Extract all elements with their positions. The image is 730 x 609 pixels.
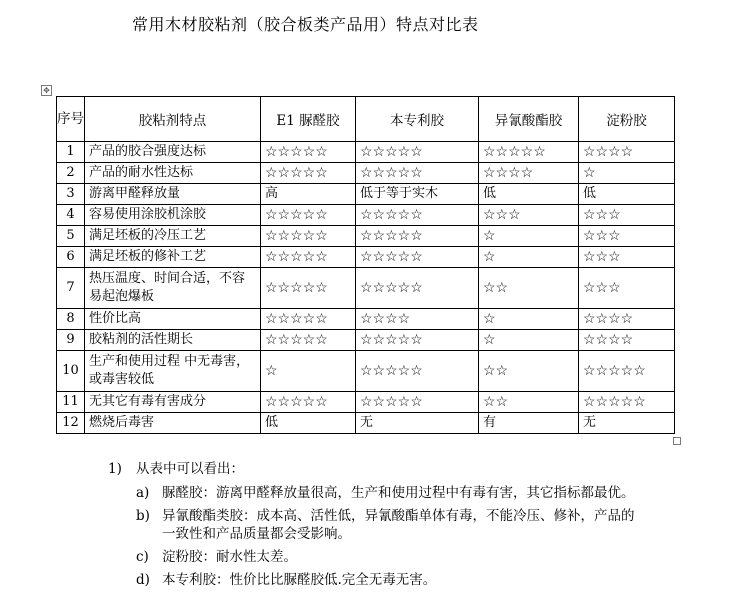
rating-cell: ☆ [479,226,579,247]
rating-cell: ☆☆ [479,392,579,413]
rating-cell: ☆☆☆☆☆ [356,330,479,351]
rating-cell: 低 [479,184,579,205]
rating-cell: ☆☆☆☆☆ [261,392,356,413]
rating-cell: ☆☆☆☆☆ [261,205,356,226]
table-row [57,351,675,392]
conclusion-notes [108,460,642,594]
table-row [57,205,675,226]
rating-cell: ☆☆☆☆☆ [261,226,356,247]
rating-cell: 有 [479,413,579,434]
row-number-cell: 6 [57,247,85,268]
note-text: 淀粉胶：耐水性太差。 [162,549,297,565]
rating-cell: 低 [579,184,675,205]
rating-cell: ☆☆☆☆☆ [579,351,675,392]
table-row [57,413,675,434]
rating-cell: 高 [261,184,356,205]
table-row [57,309,675,330]
row-number-cell: 1 [57,142,85,163]
rating-cell: ☆☆☆ [479,205,579,226]
header-cell: 异氰酸酯胶 [479,97,579,142]
header-cell: 序号 [57,97,85,142]
rating-cell: ☆☆☆☆☆ [261,268,356,309]
table-row [57,268,675,309]
row-number-cell: 7 [57,268,85,309]
rating-cell: ☆☆☆☆☆ [356,351,479,392]
table-row [57,142,675,163]
rating-cell: ☆☆☆☆☆ [356,392,479,413]
rating-cell: ☆☆☆ [579,226,675,247]
row-number-cell: 12 [57,413,85,434]
table-move-handle-icon[interactable]: ✥ [41,85,52,96]
rating-cell: ☆ [479,330,579,351]
rating-cell: ☆☆☆☆☆ [356,268,479,309]
rating-cell: ☆☆☆☆☆ [579,392,675,413]
rating-cell: ☆ [479,309,579,330]
feature-cell: 无其它有毒有害成分 [85,392,261,413]
row-number-cell: 11 [57,392,85,413]
rating-cell: ☆☆☆☆☆ [356,163,479,184]
rating-cell: ☆ [261,351,356,392]
rating-cell: ☆ [479,247,579,268]
note-text: 异氰酸酯类胶：成本高、活性低，异氰酸酯单体有毒，不能冷压、修补，产品的一致性和产品质量都会受影响。 [162,508,635,542]
note-marker: d) [136,572,150,588]
note-item [136,484,642,502]
feature-cell: 产品的耐水性达标 [85,163,261,184]
rating-cell: ☆☆ [479,351,579,392]
feature-cell: 满足坯板的修补工艺 [85,247,261,268]
note-marker: a) [136,485,150,501]
header-cell: E1 脲醛胶 [261,97,356,142]
rating-cell: ☆☆☆ [579,247,675,268]
feature-cell: 产品的胶合强度达标 [85,142,261,163]
rating-cell: ☆☆☆☆☆ [356,142,479,163]
rating-cell: ☆☆☆☆☆ [356,247,479,268]
table-resize-handle-icon[interactable] [673,437,681,445]
rating-cell: ☆☆☆☆☆ [261,163,356,184]
table-row [57,247,675,268]
header-cell: 本专利胶 [356,97,479,142]
rating-cell: ☆☆☆ [579,205,675,226]
rating-cell: ☆☆☆☆ [579,309,675,330]
rating-cell: 低 [261,413,356,434]
table-row [57,184,675,205]
rating-cell: 无 [579,413,675,434]
row-number-cell: 2 [57,163,85,184]
row-number-cell: 8 [57,309,85,330]
rating-cell: ☆☆☆☆ [579,330,675,351]
table-row [57,163,675,184]
rating-cell: ☆☆☆☆☆ [261,247,356,268]
rating-cell: ☆☆☆☆ [479,163,579,184]
feature-cell: 游离甲醛释放量 [85,184,261,205]
table-row [57,330,675,351]
note-text: 本专利胶：性价比比脲醛胶低.完全无毒无害。 [162,572,437,588]
comparison-table [56,96,675,434]
table-header-row [57,97,675,142]
notes-lead-text: 从表中可以看出： [136,461,244,477]
rating-cell: ☆☆☆☆ [356,309,479,330]
rating-cell: ☆☆ [479,268,579,309]
notes-lead [108,460,642,478]
table-row [57,226,675,247]
rating-cell: ☆☆☆☆☆ [356,226,479,247]
note-item [136,548,642,566]
rating-cell: ☆☆☆☆☆ [261,309,356,330]
feature-cell: 燃烧后毒害 [85,413,261,434]
feature-cell: 满足坯板的冷压工艺 [85,226,261,247]
rating-cell: ☆☆☆☆☆ [261,142,356,163]
note-text: 脲醛胶：游离甲醛释放量很高，生产和使用过程中有毒有害，其它指标都最优。 [162,485,635,501]
note-item [136,571,642,589]
row-number-cell: 4 [57,205,85,226]
feature-cell: 生产和使用过程 中无毒害，或毒害较低 [85,351,261,392]
rating-cell: ☆ [579,163,675,184]
rating-cell: ☆☆☆☆☆ [261,330,356,351]
header-cell: 淀粉胶 [579,97,675,142]
header-cell: 胶粘剂特点 [85,97,261,142]
feature-cell: 热压温度、时间合适，不容易起泡爆板 [85,268,261,309]
rating-cell: ☆☆☆ [579,268,675,309]
document-title: 常用木材胶粘剂（胶合板类产品用）特点对比表 [132,15,479,34]
note-item [136,507,642,543]
note-marker: c) [136,549,149,565]
rating-cell: ☆☆☆☆ [579,142,675,163]
row-number-cell: 3 [57,184,85,205]
row-number-cell: 10 [57,351,85,392]
list-marker: 1) [108,461,122,477]
feature-cell: 性价比高 [85,309,261,330]
row-number-cell: 9 [57,330,85,351]
rating-cell: ☆☆☆☆☆ [356,205,479,226]
feature-cell: 容易使用涂胶机涂胶 [85,205,261,226]
rating-cell: 无 [356,413,479,434]
feature-cell: 胶粘剂的活性期长 [85,330,261,351]
table-row [57,392,675,413]
row-number-cell: 5 [57,226,85,247]
rating-cell: ☆☆☆☆☆ [479,142,579,163]
rating-cell: 低于等于实木 [356,184,479,205]
note-marker: b) [136,508,150,524]
